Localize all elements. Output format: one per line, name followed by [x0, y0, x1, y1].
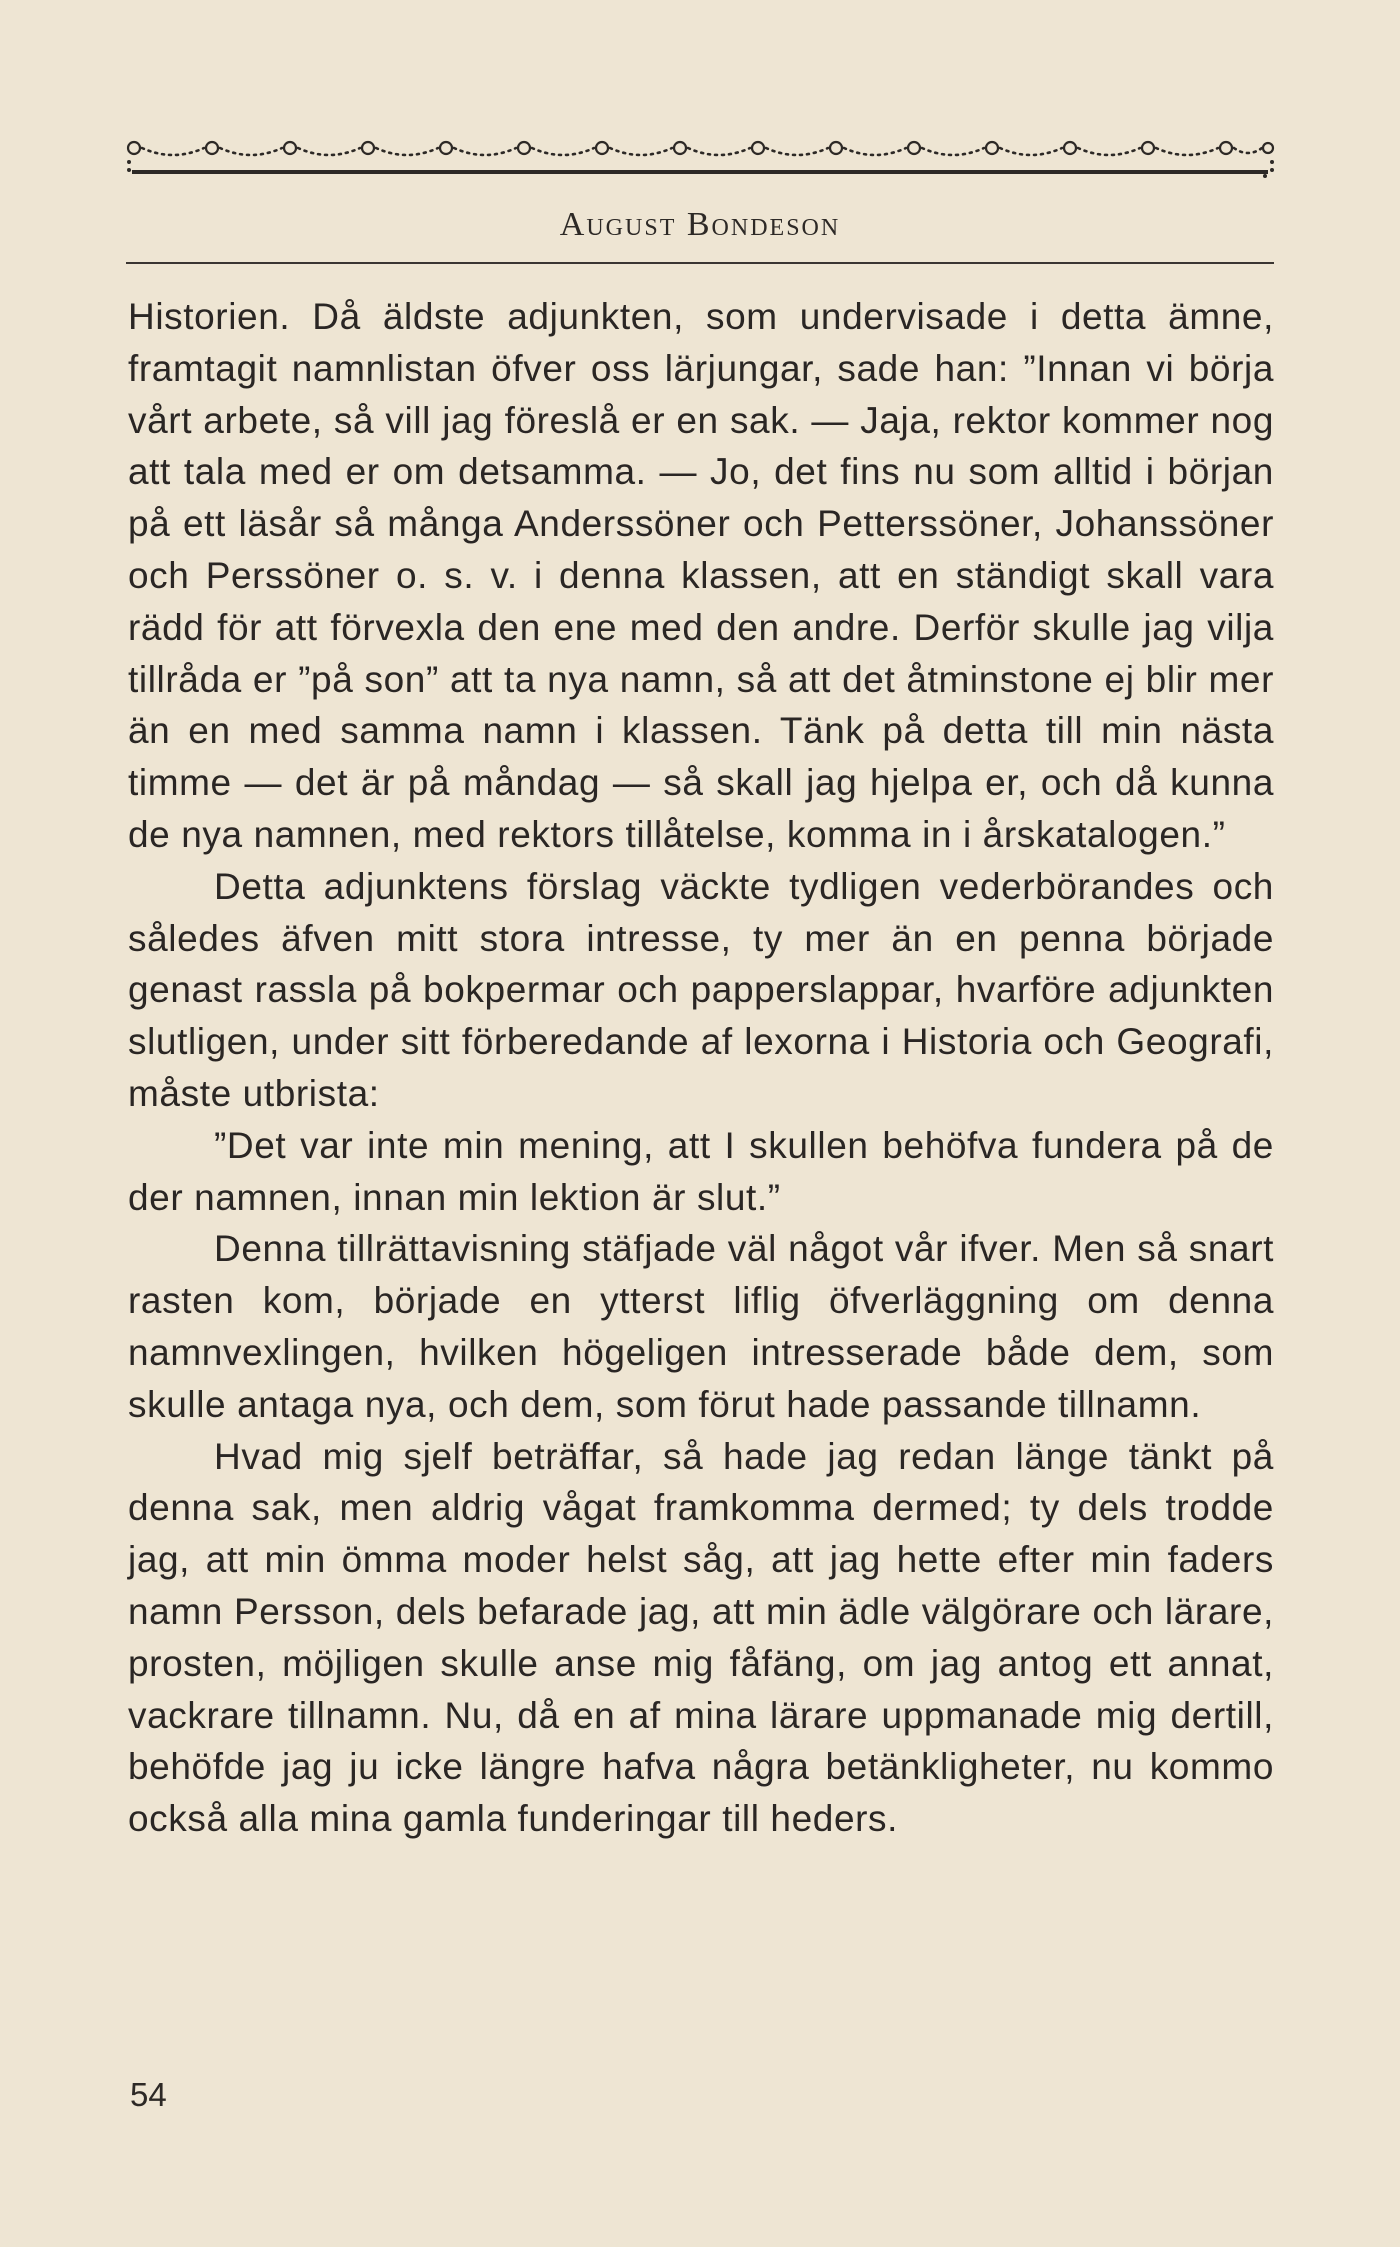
- body-text: [128, 291, 1274, 1845]
- paragraph: Denna tillrättavisning stäfjade väl något vår ifver. Men så snart rasten kom, började en ytterst liflig öfverläggning om denna namnvexlingen, hvilken högeligen intresserade både dem, som skulle antaga nya, och dem, som förut hade passande tillnamn.: [128, 1228, 1274, 1425]
- page-number: 54: [130, 2076, 167, 2113]
- running-head: August Bondeson: [559, 206, 841, 243]
- decorative-header-border: [126, 126, 1276, 186]
- paragraph: Historien. Då äldste adjunkten, som undervisade i detta ämne, framtagit namnlistan öfver oss lärjungar, sade han: ”Innan vi börja vårt arbete, så vill jag föreslå er en sak. — Jaja, rektor kommer nog att tala med er om detsamma. — Jo, det fins nu som alltid i början på ett läsår så många Anderssöner och Petterssöner, Johanssöner och Perssöner o. s. v. i denna klassen, att en ständigt skall vara rädd för att förvexla den ene med den andre. Derför skulle jag vilja tillråda er ”på son” att ta nya namn, så att det åtminstone ej blir mer än en med samma namn i klassen. Tänk på detta till min nästa timme — det är på måndag — så skall jag hjelpa er, och då kunna de nya namnen, med rektors tillåtelse, komma in i årskatalogen.”: [128, 296, 1274, 855]
- paragraph: Hvad mig sjelf beträffar, så hade jag redan länge tänkt på denna sak, men aldrig vågat framkomma dermed; ty dels trodde jag, att min ömma moder helst såg, att jag hette efter min faders namn Persson, dels befarade jag, att min ädle välgörare och lärare, prosten, möjligen skulle anse mig fåfäng, om jag antog ett annat, vackrare tillnamn. Nu, då en af mina lärare uppmanade mig dertill, behöfde jag ju icke längre hafva några betänkligheter, nu kommo också alla mina gamla funderingar till heders.: [128, 1435, 1274, 1840]
- header-rule: [126, 262, 1274, 264]
- paragraph: Detta adjunktens förslag väckte tydligen vederbörandes och således äfven mitt stora intresse, ty mer än en penna började genast rassla på bokpermar och papperslappar, hvarföre adjunkten slutligen, under sitt förberedande af lexorna i Historia och Geografi, måste utbrista:: [128, 865, 1274, 1114]
- paragraph: ”Det var inte min mening, att I skullen behöfva fundera på de der namnen, innan min lektion är slut.”: [128, 1124, 1274, 1218]
